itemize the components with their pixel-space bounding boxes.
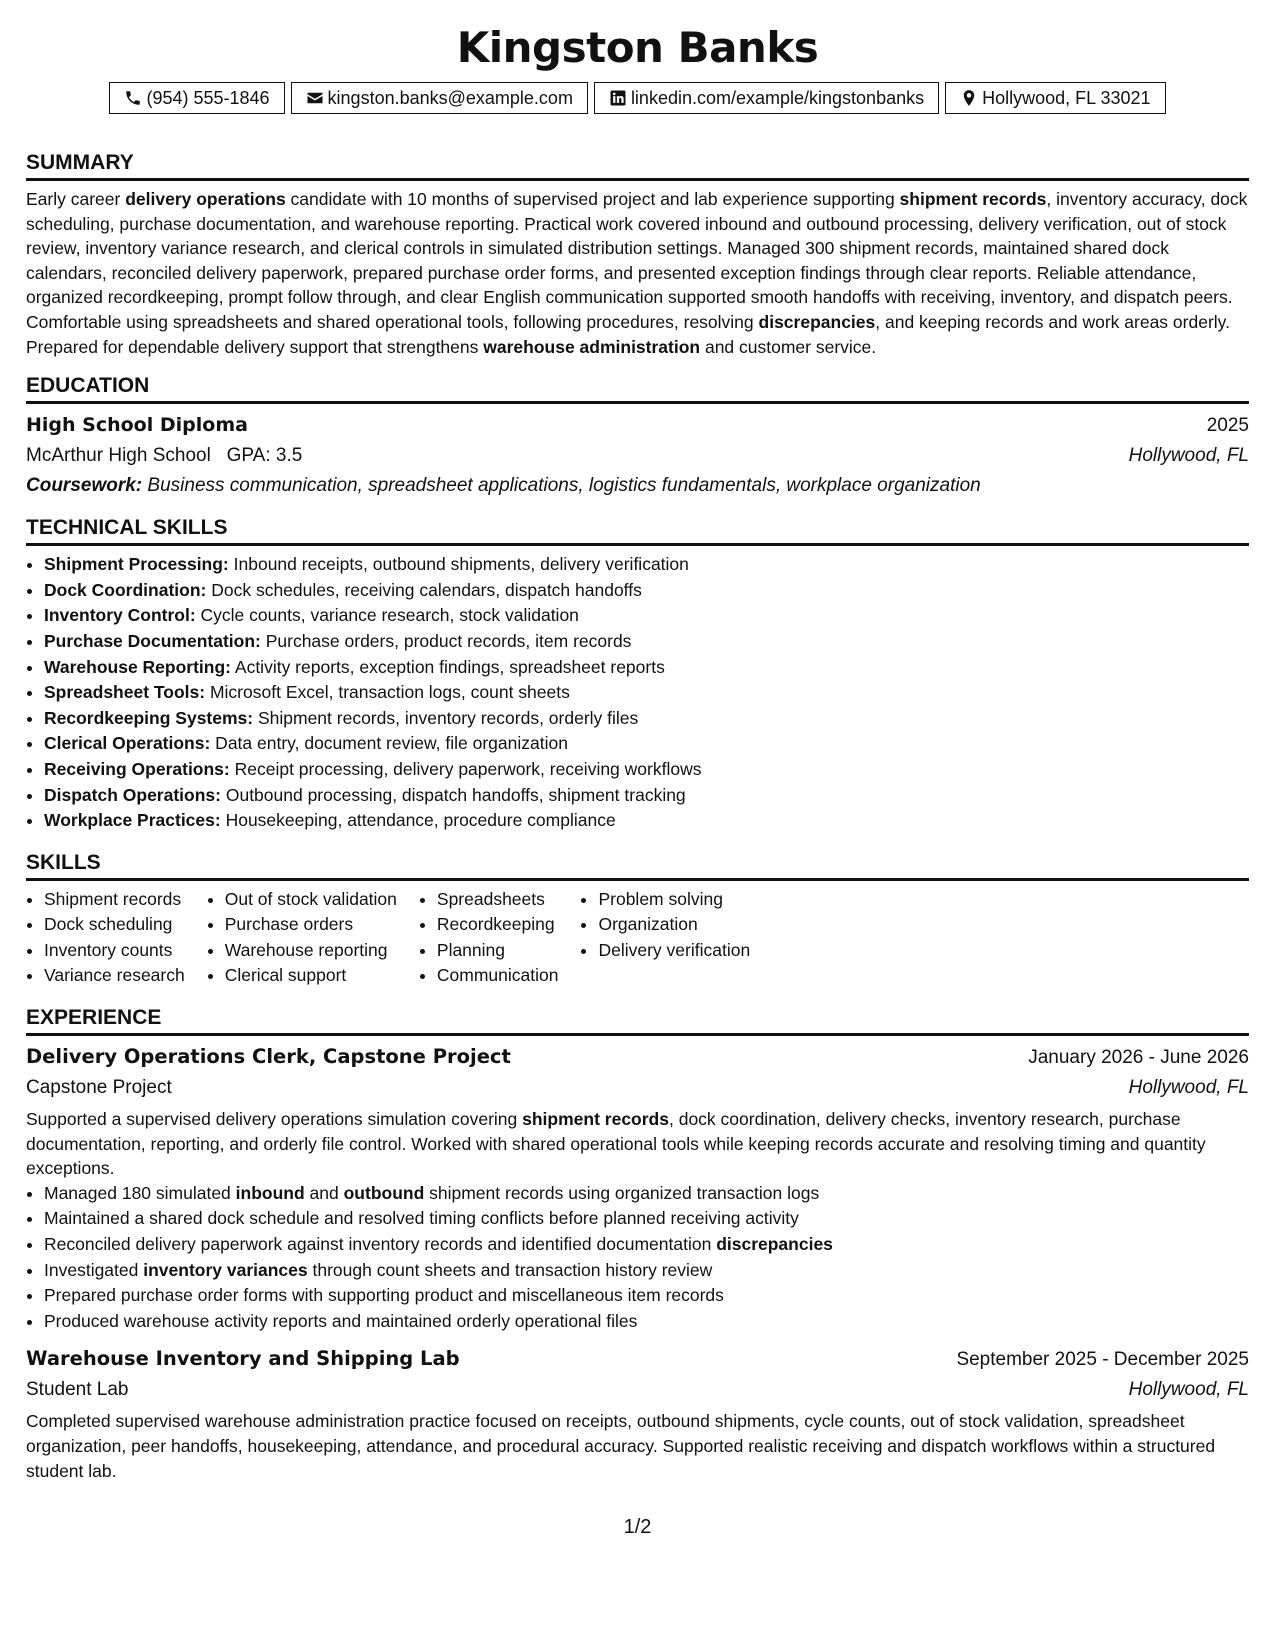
technical-skill-label: Inventory Control: [44,605,196,626]
technical-skill-text: Cycle counts, variance research, stock validation [195,605,579,626]
job-bullet [44,1309,1249,1335]
technical-skill-text: Inbound receipts, outbound shipments, delivery verification [228,554,689,575]
job-bullet-text: Managed 180 simulated [44,1182,236,1203]
job-bullet-emphasis: outbound [343,1182,425,1203]
linkedin-text: linkedin.com/example/kingstonbanks [630,87,925,108]
job-bullet [44,1283,1249,1309]
coursework [26,471,1249,501]
location-text: Hollywood, FL 33021 [982,87,1151,108]
summary-emphasis: shipment records [899,189,1047,209]
technical-skill-label: Dispatch Operations: [44,784,221,805]
technical-skill-label: Receiving Operations: [44,758,230,779]
contact-email[interactable] [291,82,588,114]
section-title-summary: SUMMARY [26,150,1249,181]
technical-skill-item [44,680,1249,706]
skill-item: • Inventory counts [44,938,185,964]
summary-section [26,150,1249,359]
skill-item: • Out of stock validation [225,887,397,913]
job-bullet-text: through count sheets and transaction history review [307,1259,713,1280]
skill-item: • Planning [437,938,559,964]
job-bullet [44,1206,1249,1232]
technical-skill-label: Clerical Operations: [44,733,211,754]
section-title-skills: SKILLS [26,850,1249,881]
school-line [26,441,302,471]
summary-emphasis: delivery operations [125,189,286,209]
technical-skill-label: Warehouse Reporting: [44,656,231,677]
technical-skill-text: Dock schedules, receiving calendars, dispatch handoffs [206,579,642,600]
job-dates: January 2026 - June 2026 [1028,1047,1249,1069]
education-school-row [26,441,1249,471]
skill-item: • Delivery verification [598,938,750,964]
summary-text: and customer service. [700,336,877,357]
skill-item: • Purchase orders [225,912,397,938]
technical-skill-item [44,706,1249,732]
envelope-icon [306,89,324,107]
technical-skill-label: Recordkeeping Systems: [44,707,254,728]
phone-icon [124,89,142,107]
education-header-row [26,410,1249,441]
contact-phone[interactable] [109,82,284,114]
technical-skill-item [44,655,1249,681]
skills-column [419,887,559,989]
skills-column [207,887,397,989]
contact-bar [26,82,1249,114]
skill-item: • Clerical support [225,963,397,989]
skill-item: • Problem solving [598,887,750,913]
contact-linkedin[interactable] [594,82,939,114]
skills-section [26,850,1249,989]
technical-skill-text: Activity reports, exception findings, spreadsheet reports [231,656,665,677]
experience-section [26,1005,1249,1483]
skill-item: • Variance research [44,963,185,989]
technical-skill-label: Spreadsheet Tools: [44,682,206,703]
skill-item: • Communication [437,963,559,989]
experience-list [26,1042,1249,1483]
map-pin-icon [960,89,978,107]
skills-column [580,887,750,989]
technical-skills-section [26,515,1249,834]
skill-item: • Recordkeeping [437,912,559,938]
experience-header-row [26,1042,1249,1073]
job-summary-text: Completed supervised warehouse administration practice focused on receipts, outbound shipments, cycle counts, out of stock validation, spreadsheet organization, peer handoffs, housekeeping, attendance, and procedural accuracy. Supported realistic receiving and dispatch workflows within a structured student lab. [26,1411,1216,1481]
skill-item: • Spreadsheets [437,887,559,913]
job-location: Hollywood, FL [1128,1379,1249,1401]
summary-text: Early career [26,189,126,209]
job-location: Hollywood, FL [1128,1077,1249,1099]
job-dates: September 2025 - December 2025 [956,1349,1249,1371]
coursework-text: Business communication, spreadsheet applications, logistics fundamentals, workplace organization [147,475,981,497]
school-name: McArthur High School [26,445,211,467]
skill-item: • Organization [598,912,750,938]
education-section [26,373,1249,501]
summary-emphasis: discrepancies [758,311,876,332]
job-bullet-text: Prepared purchase order forms with supporting product and miscellaneous item records [44,1285,724,1306]
summary-text: , inventory accuracy, dock scheduling, purchase documentation, and warehouse reporting. Practical work covered inbound and outbound processing, delivery verification, out of stock review, inventory variance research, and clerical controls in simulated distribution settings. Managed 300 shipment records, maintained shared dock calendars, reconciled delivery paperwork, prepared purchase order forms, and presented exception findings through clear reports. Reliable attendance, organized recordkeeping, prompt follow through, and clear English communication supported smooth handoffs with receiving, inventory, and dispatch peers. Comfortable using spreadsheets and shared operational tools, following procedures, resolving [26,189,1248,332]
job-title: Warehouse Inventory and Shipping Lab [26,1347,460,1371]
skills-column [26,887,185,989]
gpa: GPA: 3.5 [226,445,303,467]
job-summary [26,1409,1249,1483]
section-title-experience: EXPERIENCE [26,1005,1249,1036]
technical-skill-item [44,578,1249,604]
school-location: Hollywood, FL [1128,445,1249,467]
job-bullets [26,1181,1249,1335]
job-bullet-text: and [304,1182,344,1203]
job-bullet-text: Produced warehouse activity reports and maintained orderly operational files [44,1310,638,1331]
job-summary [26,1107,1249,1181]
coursework-label: Coursework: [26,475,143,497]
technical-skill-item [44,603,1249,629]
section-title-education: EDUCATION [26,373,1249,404]
technical-skill-item [44,731,1249,757]
job-bullet [44,1181,1249,1207]
job-summary-emphasis: shipment records [522,1109,669,1130]
summary-emphasis: warehouse administration [483,336,701,357]
job-bullet-text: Investigated [44,1259,144,1280]
summary-text [26,187,1249,359]
job-summary-text: , dock coordination, delivery checks, inventory research, purchase documentation, reporting, and orderly file control. Worked with shared operational tools while keeping records accurate and resolving timing and quantity exceptions. [26,1109,1206,1179]
email-text: kingston.banks@example.com [327,87,573,108]
graduation-year: 2025 [1206,415,1249,437]
job-bullet-text: shipment records using organized transaction logs [424,1182,820,1203]
section-title-technical-skills: TECHNICAL SKILLS [26,515,1249,546]
technical-skill-item [44,808,1249,834]
experience-org-row [26,1073,1249,1103]
phone-text: (954) 555-1846 [146,87,270,108]
linkedin-icon [609,89,627,107]
job-title: Delivery Operations Clerk, Capstone Project [26,1045,511,1069]
technical-skills-list [26,552,1249,834]
technical-skill-label: Shipment Processing: [44,554,229,575]
job-summary-text: Supported a supervised delivery operations simulation covering [26,1109,523,1130]
experience-entry [26,1042,1249,1334]
skill-item: • Dock scheduling [44,912,185,938]
job-bullet-emphasis: inbound [235,1182,305,1203]
resume-page [26,20,1249,1483]
experience-entry [26,1344,1249,1483]
skill-item: • Warehouse reporting [225,938,397,964]
degree: High School Diploma [26,414,248,437]
job-bullet [44,1232,1249,1258]
technical-skill-text: Housekeeping, attendance, procedure compliance [220,810,616,831]
candidate-name: Kingston Banks [456,23,819,72]
technical-skill-item [44,783,1249,809]
job-bullet-text: Reconciled delivery paperwork against inventory records and identified documentation [44,1234,717,1255]
technical-skill-label: Workplace Practices: [44,810,221,831]
summary-text: candidate with 10 months of supervised project and lab experience supporting [285,189,900,209]
technical-skill-item [44,757,1249,783]
technical-skill-text: Shipment records, inventory records, orderly files [253,707,639,728]
job-organization: Capstone Project [26,1077,172,1099]
experience-org-row [26,1375,1249,1405]
contact-location[interactable] [945,82,1165,114]
technical-skill-text: Purchase orders, product records, item records [260,630,632,651]
technical-skill-item [44,629,1249,655]
job-bullet [44,1258,1249,1284]
job-organization: Student Lab [26,1379,129,1401]
summary-text: , and keeping records and work areas orderly. Prepared for dependable delivery support that strengthens [26,311,1230,357]
experience-header-row [26,1344,1249,1375]
technical-skill-label: Dock Coordination: [44,579,207,600]
technical-skill-text: Outbound processing, dispatch handoffs, shipment tracking [220,784,686,805]
job-bullet-emphasis: discrepancies [716,1234,833,1255]
page-number: 1/2 [623,1516,652,1538]
technical-skill-label: Purchase Documentation: [44,630,261,651]
job-bullet-emphasis: inventory variances [143,1259,308,1280]
technical-skill-text: Receipt processing, delivery paperwork, receiving workflows [229,758,702,779]
skills-columns [26,887,1249,989]
skill-item: • Shipment records [44,887,185,913]
technical-skill-text: Microsoft Excel, transaction logs, count sheets [205,682,570,703]
technical-skill-item [44,552,1249,578]
job-bullet-text: Maintained a shared dock schedule and resolved timing conflicts before planned receiving activity [44,1208,799,1229]
technical-skill-text: Data entry, document review, file organization [210,733,568,754]
